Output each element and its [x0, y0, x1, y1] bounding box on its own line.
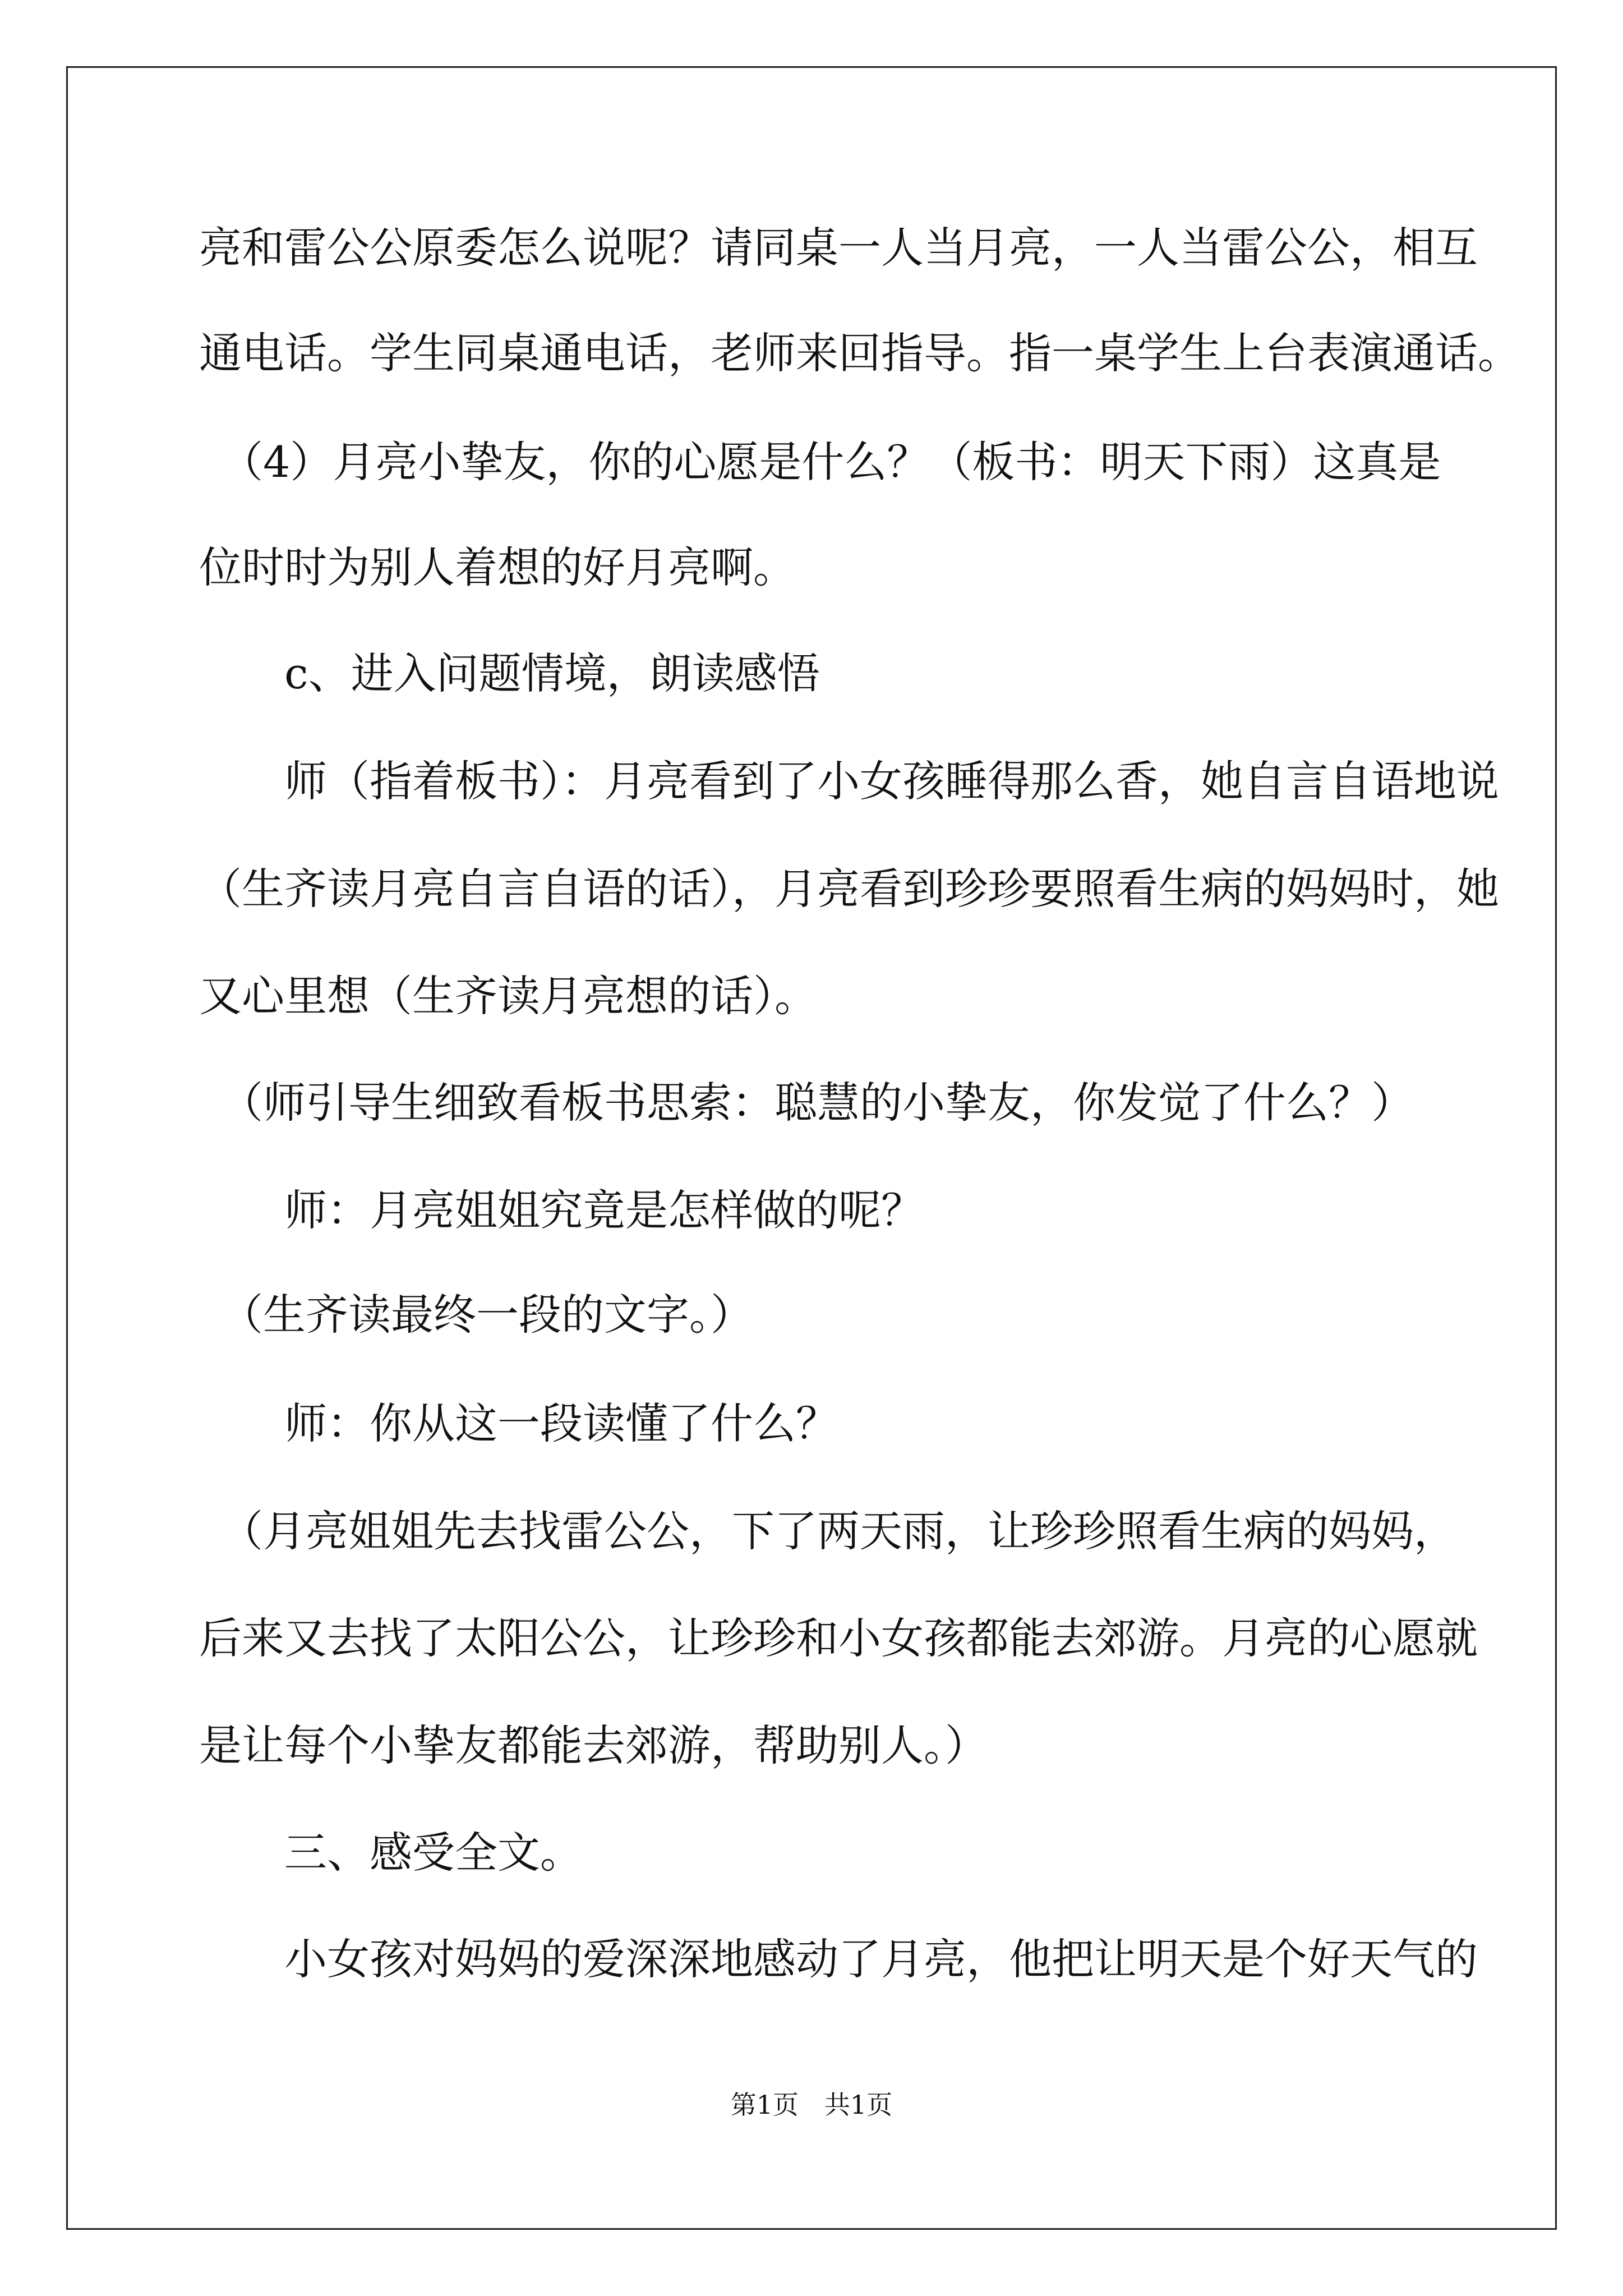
text-line: 后来又去找了太阳公公，让珍珍和小女孩都能去郊游。月亮的心愿就	[199, 1613, 1478, 1663]
text-line: （生齐读最终一段的文字。）	[199, 1290, 753, 1340]
text-line: 师（指着板书）：月亮看到了小女孩睡得那么香，她自言自语地说	[199, 756, 1499, 806]
text-line: 亮和雷公公原委怎么说呢？请同桌一人当月亮，一人当雷公公，相互	[199, 223, 1478, 273]
text-line: （4）月亮小挚友，你的心愿是什么？（板书：明天下雨）这真是	[199, 437, 1441, 487]
text-line: 是让每个小挚友都能去郊游，帮助别人。）	[199, 1720, 988, 1770]
text-line: 位时时为别人着想的好月亮啊。	[199, 542, 796, 592]
text-line: 师：月亮姐姐究竟是怎样做的呢？	[199, 1185, 924, 1235]
text-line: 通电话。学生同桌通电话，老师来回指导。指一桌学生上台表演通话。	[199, 328, 1520, 378]
text-line: 又心里想（生齐读月亮想的话）。	[199, 971, 817, 1021]
page-number: 第1页 共1页	[730, 2090, 893, 2120]
page-border	[66, 66, 1557, 2230]
text-line: c、进入问题情境，朗读感悟	[199, 648, 820, 698]
text-line: （师引导生细致看板书思索：聪慧的小挚友，你发觉了什么？）	[199, 1078, 1414, 1128]
text-line: 小女孩对妈妈的爱深深地感动了月亮，他把让明天是个好天气的	[199, 1934, 1478, 1984]
text-line: （生齐读月亮自言自语的话），月亮看到珍珍要照看生病的妈妈时，她	[199, 864, 1499, 914]
text-line: （月亮姐姐先去找雷公公，下了两天雨，让珍珍照看生病的妈妈，	[199, 1506, 1456, 1556]
text-line: 三、感受全文。	[199, 1828, 583, 1878]
text-line: 师：你从这一段读懂了什么？	[199, 1398, 838, 1448]
